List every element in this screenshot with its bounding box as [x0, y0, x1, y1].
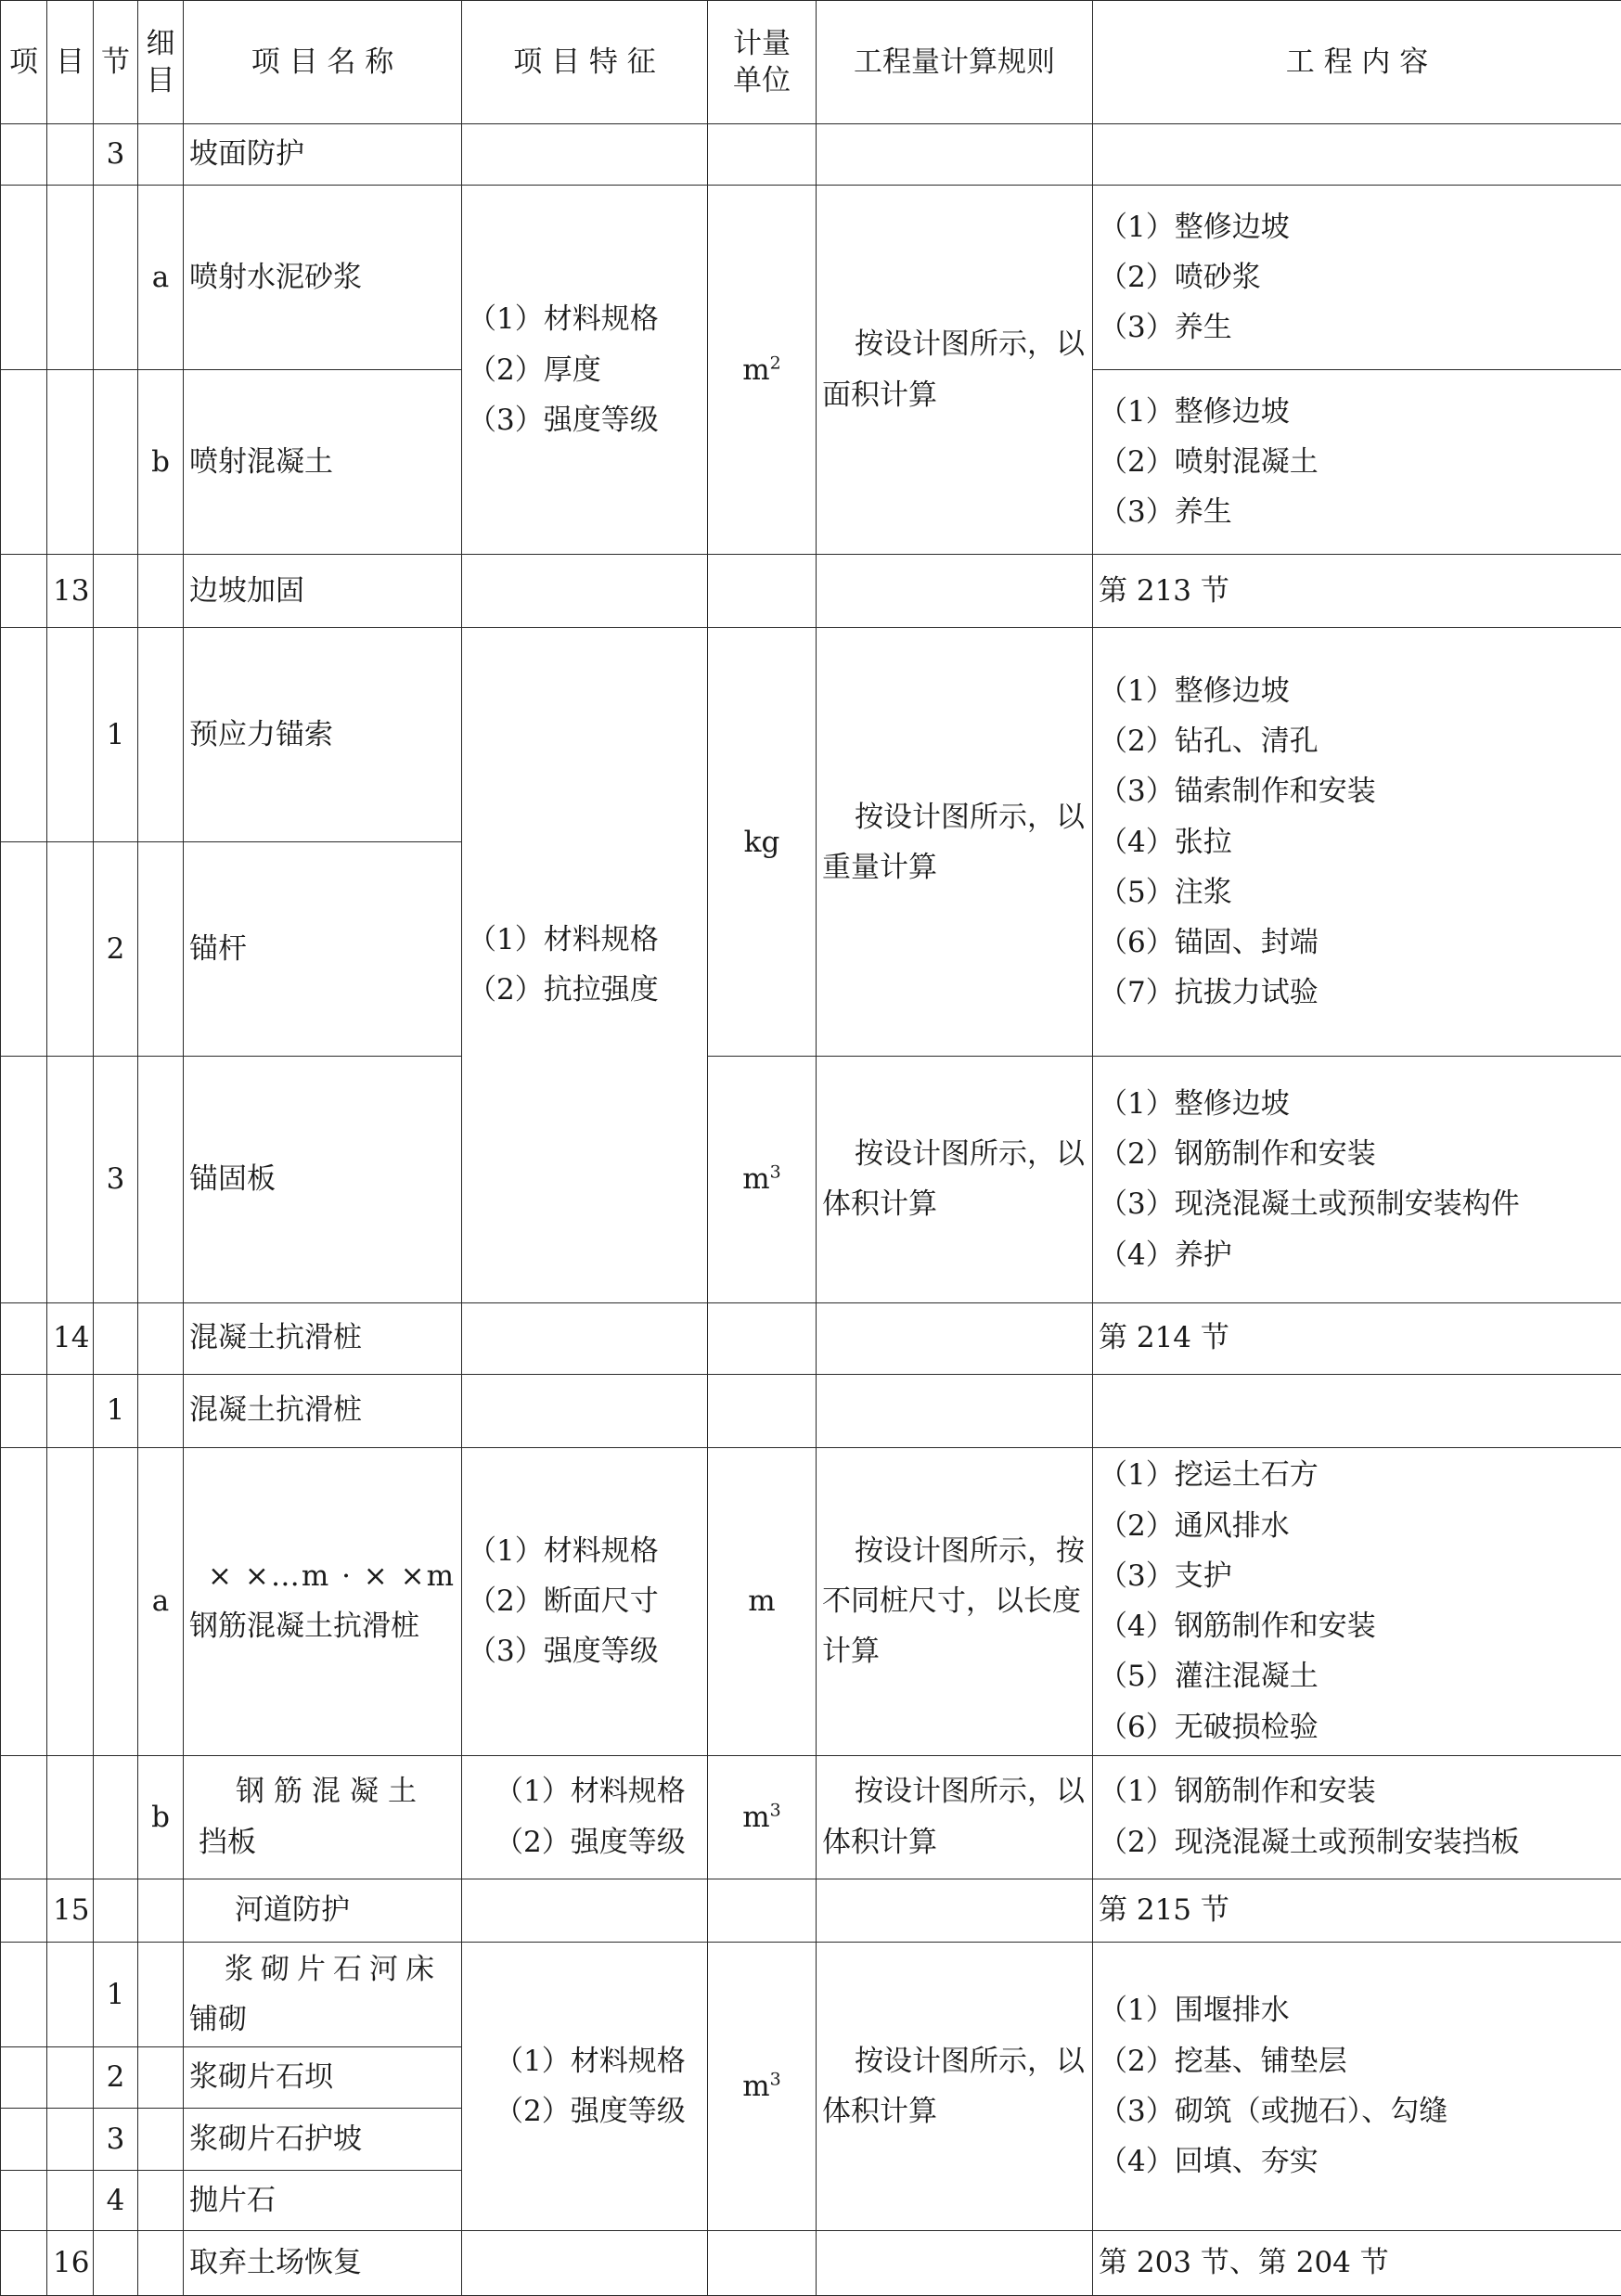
- content-item: （1）整修边坡: [1099, 673, 1290, 708]
- item-name: 浆砌片石河床 铺砌: [184, 1942, 462, 2046]
- content-list: [1093, 1755, 1621, 1879]
- content-item: （6）锚固、封端: [1099, 926, 1319, 960]
- unit-cell: kg: [708, 628, 817, 1057]
- unit-cell: $m^3$: [708, 1755, 817, 1879]
- table-row: [1, 1755, 1621, 1879]
- item-name: 浆砌片石护坡: [184, 2108, 462, 2170]
- content-item: （5）灌注混凝土: [1099, 1660, 1319, 1694]
- feature-list: [462, 1942, 708, 2230]
- table-row: [1, 1057, 1621, 1302]
- item-name: 坡面防护: [184, 124, 462, 186]
- ximu-cell: b: [138, 370, 184, 555]
- content-cell: 第 213 节: [1093, 555, 1621, 628]
- content-cell: 第 203 节、第 204 节: [1093, 2230, 1621, 2295]
- rule-cell: 按设计图所示，以面积计算: [817, 186, 1093, 555]
- ximu-cell: a: [138, 186, 184, 370]
- content-list: [1093, 1447, 1621, 1755]
- item-name: × ×…m · × ×m 钢筋混凝土抗滑桩: [184, 1447, 462, 1755]
- table-row: [1, 1374, 1621, 1447]
- content-item: （3）支护: [1099, 1558, 1232, 1593]
- item-name: 预应力锚索: [184, 628, 462, 842]
- feature-item: （2）抗拉强度: [468, 973, 659, 1007]
- feature-item: （2）强度等级: [495, 2094, 686, 2128]
- header-row: [1, 1, 1621, 124]
- unit-cell: m: [708, 1447, 817, 1755]
- content-item: （3）砌筑（或抛石）、勾缝: [1099, 2094, 1448, 2128]
- content-list: [1093, 628, 1621, 1057]
- content-item: （4）张拉: [1099, 825, 1232, 859]
- item-name: 边坡加固: [184, 555, 462, 628]
- rule-cell: 按设计图所示，以体积计算: [817, 1755, 1093, 1879]
- feature-list: [462, 1755, 708, 1879]
- feature-item: （2）断面尺寸: [468, 1584, 659, 1618]
- feature-item: （3）强度等级: [468, 403, 659, 437]
- content-item: （3）养生: [1099, 495, 1232, 530]
- feature-list: [462, 1447, 708, 1755]
- content-item: （1）钢筋制作和安装: [1099, 1775, 1376, 1809]
- item-name: 喷射水泥砂浆: [184, 186, 462, 370]
- unit-cell: $m^2$: [708, 186, 817, 555]
- item-name: 锚杆: [184, 842, 462, 1057]
- content-item: （1）整修边坡: [1099, 210, 1290, 244]
- feature-item: （2）强度等级: [495, 1825, 686, 1859]
- item-name: 取弃土场恢复: [184, 2230, 462, 2295]
- item-name: 河道防护: [184, 1879, 462, 1942]
- feature-item: （3）强度等级: [468, 1635, 659, 1669]
- content-item: （2）现浇混凝土或预制安装挡板: [1099, 1825, 1520, 1859]
- content-item: （2）钢筋制作和安装: [1099, 1137, 1376, 1172]
- table-row: [1, 186, 1621, 370]
- content-item: （7）抗拔力试验: [1099, 976, 1319, 1010]
- content-item: （2）通风排水: [1099, 1508, 1290, 1543]
- table-row: [1, 1447, 1621, 1755]
- content-item: （2）挖基、铺垫层: [1099, 2044, 1347, 2078]
- rule-cell: 按设计图所示，以体积计算: [817, 1057, 1093, 1302]
- content-item: （1）围堰排水: [1099, 1994, 1290, 2028]
- feature-item: （1）材料规格: [468, 302, 659, 337]
- header-rule: 工程量计算规则: [817, 1, 1093, 124]
- content-item: （5）注浆: [1099, 875, 1232, 909]
- table-row: [1, 555, 1621, 628]
- jie-cell: 1: [94, 628, 138, 842]
- content-item: （6）无破损检验: [1099, 1710, 1319, 1744]
- ximu-cell: b: [138, 1755, 184, 1879]
- content-item: （2）钻孔、清孔: [1099, 725, 1319, 759]
- jie-cell: 3: [94, 1057, 138, 1302]
- content-item: （3）现浇混凝土或预制安装构件: [1099, 1187, 1520, 1222]
- item-name: 浆砌片石坝: [184, 2046, 462, 2108]
- jie-cell: 3: [94, 124, 138, 186]
- jie-cell: 1: [94, 1374, 138, 1447]
- feature-item: （1）材料规格: [468, 923, 659, 957]
- table-row: [1, 1879, 1621, 1942]
- content-cell: 第 215 节: [1093, 1879, 1621, 1942]
- mu-cell: 14: [47, 1302, 94, 1374]
- table-row: [1, 124, 1621, 186]
- item-name: 喷射混凝土: [184, 370, 462, 555]
- feature-item: （1）材料规格: [468, 1533, 659, 1568]
- content-list: [1093, 1942, 1621, 2230]
- header-feature: 项 目 特 征: [462, 1, 708, 124]
- jie-cell: 2: [94, 842, 138, 1057]
- item-name: 混凝土抗滑桩: [184, 1302, 462, 1374]
- item-name: 抛片石: [184, 2170, 462, 2230]
- item-name: 混凝土抗滑桩: [184, 1374, 462, 1447]
- header-xiang: 项: [1, 1, 47, 124]
- table-row: [1, 2230, 1621, 2295]
- content-item: （2）喷砂浆: [1099, 260, 1261, 294]
- table-row: [1, 628, 1621, 842]
- feature-item: （1）材料规格: [495, 2044, 686, 2078]
- ximu-cell: a: [138, 1447, 184, 1755]
- content-item: （1）整修边坡: [1099, 1086, 1290, 1121]
- unit-cell: $m^3$: [708, 1942, 817, 2230]
- content-item: （3）锚索制作和安装: [1099, 775, 1376, 809]
- header-name: 项 目 名 称: [184, 1, 462, 124]
- header-ximu: 细目: [138, 1, 184, 124]
- mu-cell: 15: [47, 1879, 94, 1942]
- mu-cell: 16: [47, 2230, 94, 2295]
- content-item: （3）养生: [1099, 311, 1232, 345]
- header-content: 工 程 内 容: [1093, 1, 1621, 124]
- content-item: （2）喷射混凝土: [1099, 445, 1319, 480]
- content-item: （1）挖运土石方: [1099, 1458, 1319, 1493]
- feature-item: （1）材料规格: [495, 1775, 686, 1809]
- rule-cell: 按设计图所示，按不同桩尺寸，以长度计算: [817, 1447, 1093, 1755]
- feature-item: （2）厚度: [468, 353, 601, 387]
- content-item: （1）整修边坡: [1099, 394, 1290, 429]
- table-row: [1, 1302, 1621, 1374]
- content-item: （4）养护: [1099, 1238, 1232, 1272]
- content-list: [1093, 370, 1621, 555]
- header-mu: 目: [47, 1, 94, 124]
- header-jie: 节: [94, 1, 138, 124]
- feature-list: [462, 186, 708, 555]
- content-item: （4）钢筋制作和安装: [1099, 1610, 1376, 1644]
- mu-cell: 13: [47, 555, 94, 628]
- rule-cell: 按设计图所示，以重量计算: [817, 628, 1093, 1057]
- jie-cell: 1: [94, 1942, 138, 2046]
- content-cell: 第 214 节: [1093, 1302, 1621, 1374]
- header-unit: 计量单位: [708, 1, 817, 124]
- table-row: [1, 1942, 1621, 2046]
- content-item: （4）回填、夯实: [1099, 2145, 1319, 2179]
- jie-cell: 4: [94, 2170, 138, 2230]
- rule-cell: 按设计图所示，以体积计算: [817, 1942, 1093, 2230]
- content-list: [1093, 186, 1621, 370]
- jie-cell: 3: [94, 2108, 138, 2170]
- jie-cell: 2: [94, 2046, 138, 2108]
- feature-list: [462, 628, 708, 1302]
- content-list: [1093, 1057, 1621, 1302]
- item-name: 钢筋混凝土 挡板: [184, 1755, 462, 1879]
- unit-cell: $m^3$: [708, 1057, 817, 1302]
- item-name: 锚固板: [184, 1057, 462, 1302]
